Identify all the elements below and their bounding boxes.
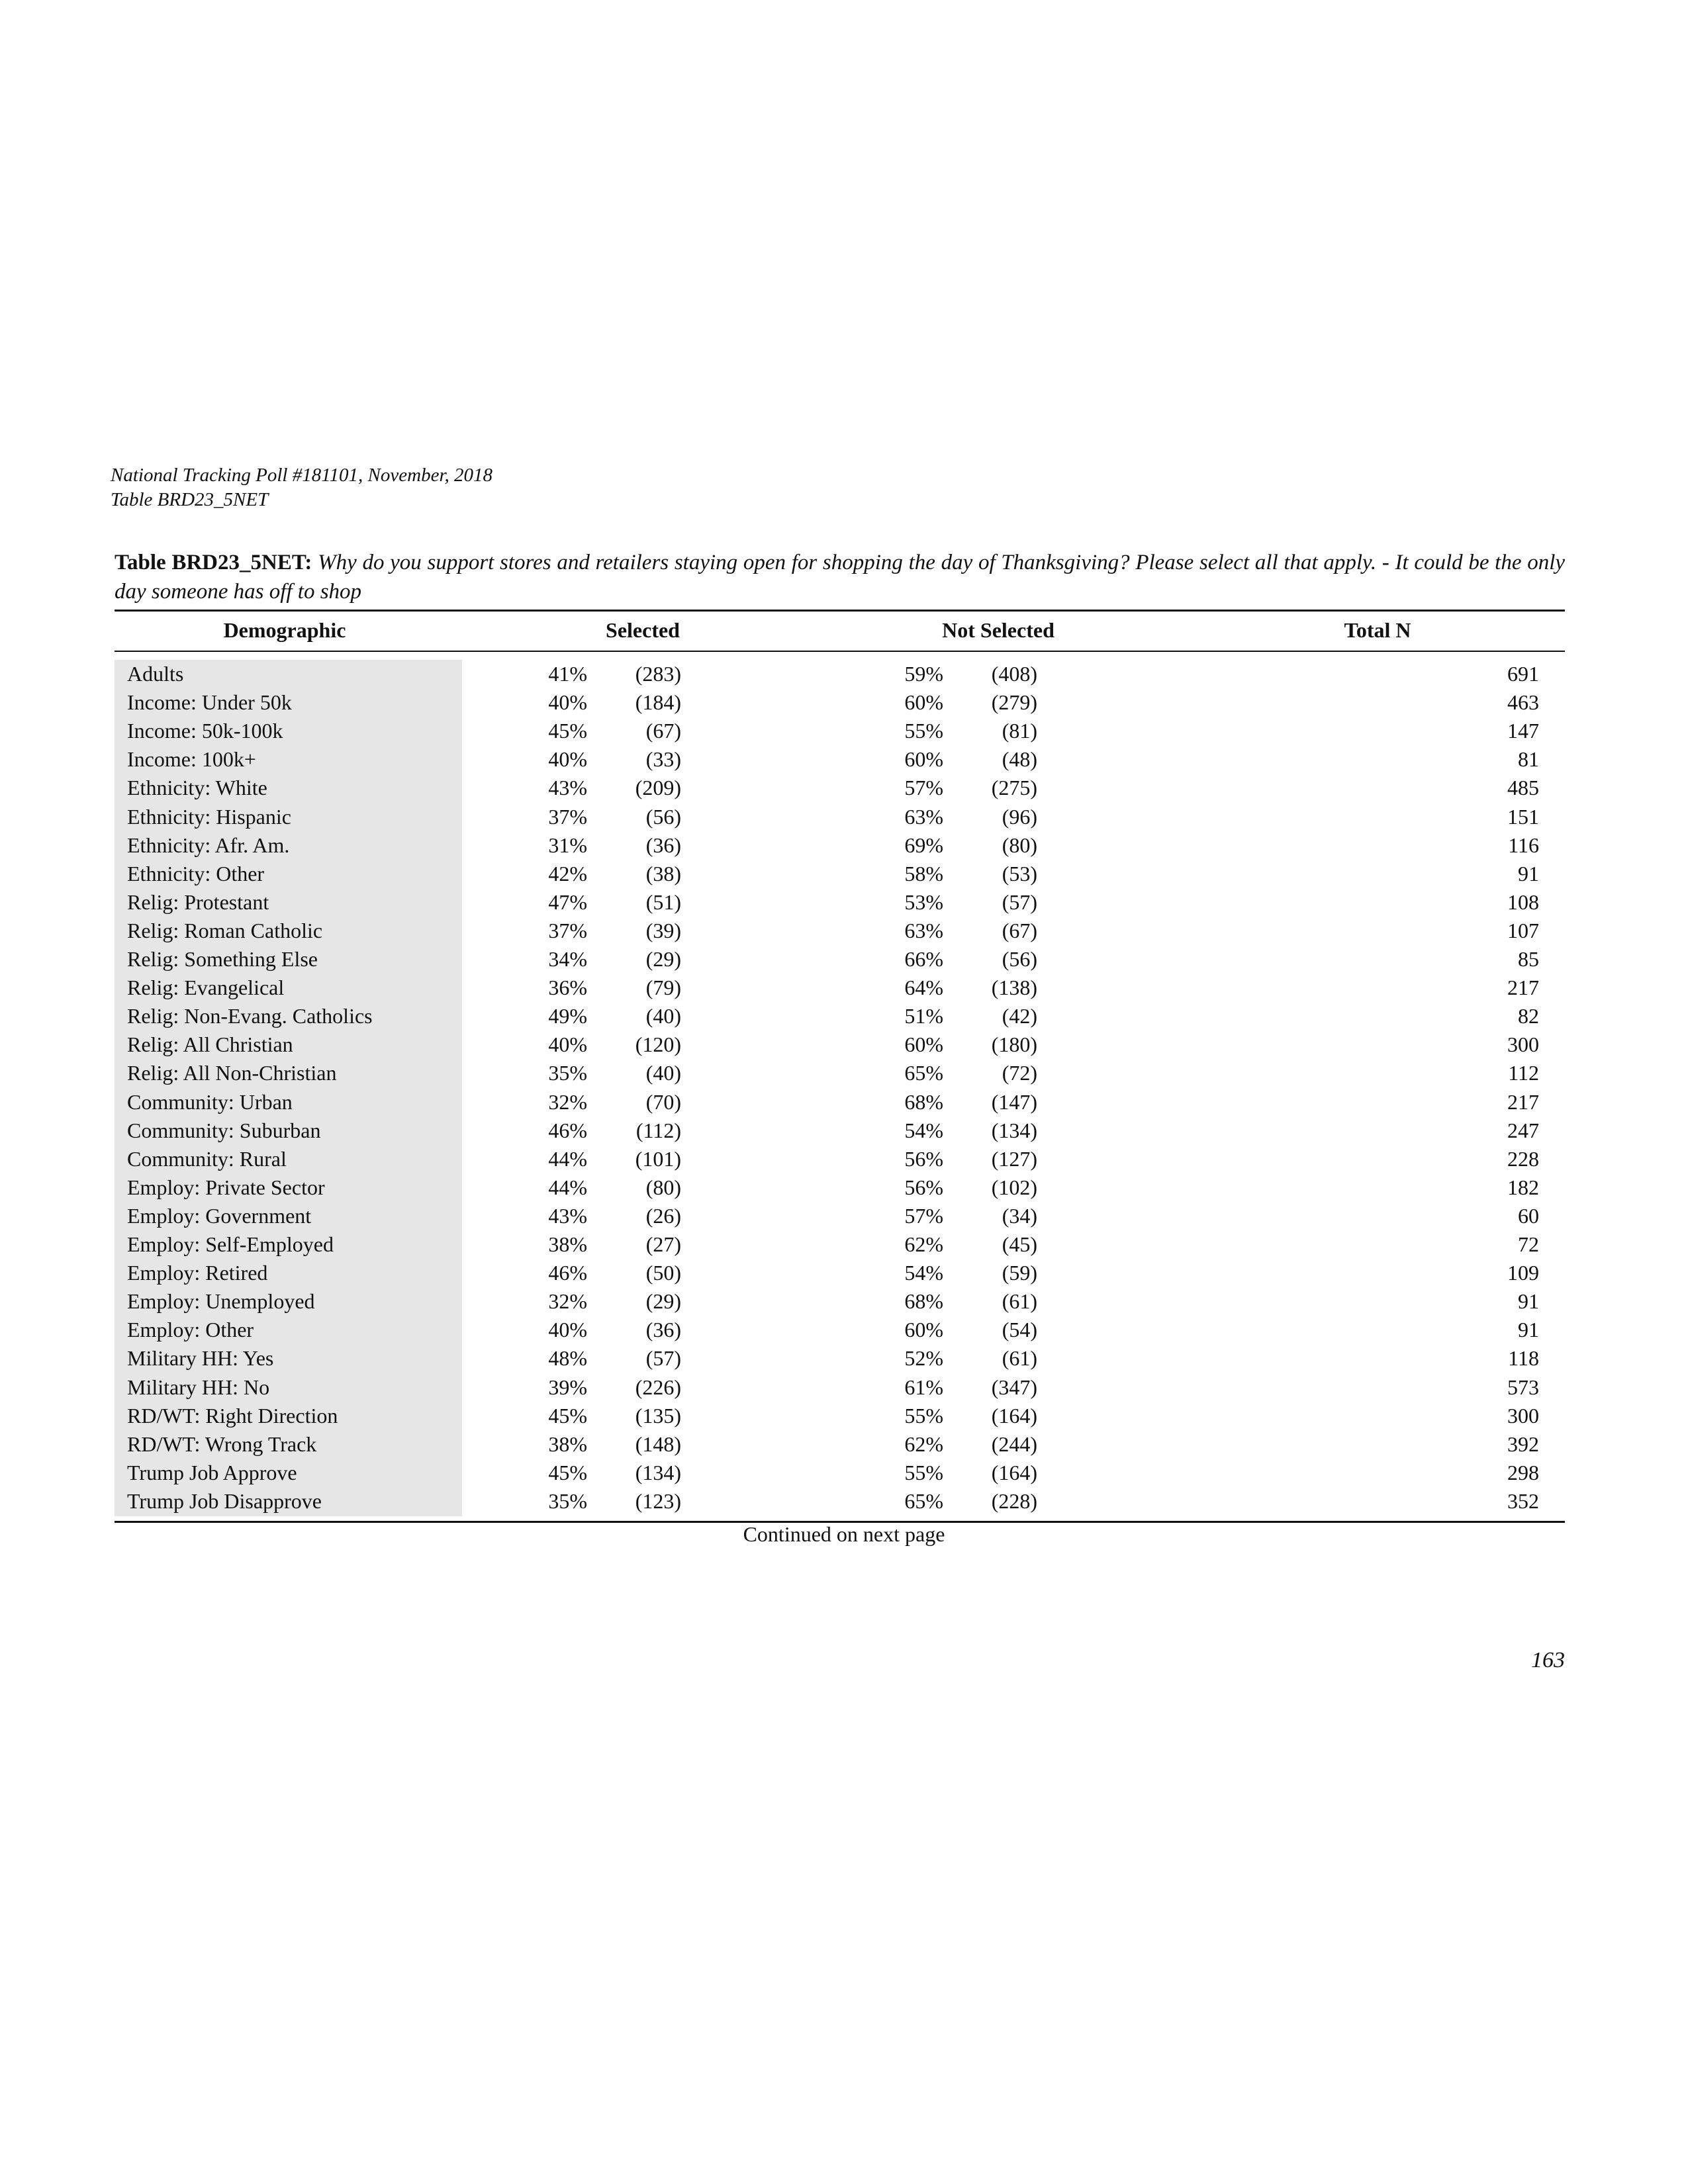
total-n: 352 xyxy=(1507,1488,1539,1513)
not-selected-percent: 61% xyxy=(904,1375,943,1399)
selected-count: (36) xyxy=(645,833,681,857)
total-n: 298 xyxy=(1507,1460,1539,1484)
selected-percent: 38% xyxy=(548,1432,587,1456)
table-row xyxy=(0,1402,1688,1430)
demographic-label: Employ: Retired xyxy=(127,1261,268,1285)
demographic-label: Relig: Protestant xyxy=(127,889,269,914)
not-selected-count: (57) xyxy=(1002,889,1037,914)
table-id-header: Table BRD23_5NET xyxy=(111,489,269,510)
selected-count: (36) xyxy=(645,1318,681,1342)
continued-note: Continued on next page xyxy=(743,1522,945,1546)
not-selected-count: (164) xyxy=(991,1403,1037,1428)
not-selected-percent: 62% xyxy=(904,1432,943,1456)
not-selected-count: (408) xyxy=(991,662,1037,686)
table-row xyxy=(0,974,1688,1002)
demographic-label: Ethnicity: Afr. Am. xyxy=(127,833,290,857)
not-selected-percent: 51% xyxy=(904,1004,943,1028)
total-n: 463 xyxy=(1507,690,1539,715)
not-selected-percent: 54% xyxy=(904,1118,943,1142)
table-row xyxy=(0,860,1688,888)
demographic-label: Relig: Something Else xyxy=(127,947,318,971)
table-title-label: Table BRD23_5NET: xyxy=(115,551,312,574)
demographic-label: Relig: Non-Evang. Catholics xyxy=(127,1004,373,1028)
not-selected-count: (45) xyxy=(1002,1232,1037,1256)
not-selected-percent: 63% xyxy=(904,804,943,829)
selected-count: (80) xyxy=(645,1175,681,1199)
total-n: 91 xyxy=(1518,1289,1539,1314)
not-selected-count: (180) xyxy=(991,1032,1037,1057)
not-selected-count: (48) xyxy=(1002,747,1037,772)
selected-percent: 38% xyxy=(548,1232,587,1256)
not-selected-percent: 52% xyxy=(904,1346,943,1371)
total-n: 300 xyxy=(1507,1403,1539,1428)
total-n: 112 xyxy=(1508,1061,1539,1085)
not-selected-count: (164) xyxy=(991,1460,1037,1484)
selected-percent: 48% xyxy=(548,1346,587,1371)
selected-percent: 32% xyxy=(548,1089,587,1114)
selected-percent: 41% xyxy=(548,662,587,686)
total-n: 108 xyxy=(1507,889,1539,914)
selected-percent: 35% xyxy=(548,1061,587,1085)
not-selected-percent: 60% xyxy=(904,1032,943,1057)
not-selected-count: (53) xyxy=(1002,861,1037,886)
column-header-not-selected: Not Selected xyxy=(942,618,1055,642)
not-selected-count: (61) xyxy=(1002,1289,1037,1314)
selected-count: (283) xyxy=(635,662,681,686)
table-row xyxy=(0,917,1688,945)
not-selected-percent: 65% xyxy=(904,1488,943,1513)
selected-percent: 40% xyxy=(548,1032,587,1057)
not-selected-percent: 55% xyxy=(904,719,943,743)
not-selected-percent: 69% xyxy=(904,833,943,857)
not-selected-percent: 57% xyxy=(904,1203,943,1228)
total-n: 118 xyxy=(1508,1346,1539,1371)
demographic-label: Relig: Roman Catholic xyxy=(127,918,323,942)
not-selected-count: (347) xyxy=(991,1375,1037,1399)
table-row xyxy=(0,1202,1688,1230)
selected-percent: 32% xyxy=(548,1289,587,1314)
not-selected-percent: 53% xyxy=(904,889,943,914)
selected-count: (29) xyxy=(645,947,681,971)
not-selected-count: (42) xyxy=(1002,1004,1037,1028)
selected-count: (112) xyxy=(635,1118,681,1142)
not-selected-percent: 63% xyxy=(904,918,943,942)
not-selected-count: (147) xyxy=(991,1089,1037,1114)
poll-header: National Tracking Poll #181101, November, 2018 xyxy=(111,465,493,486)
not-selected-percent: 68% xyxy=(904,1089,943,1114)
not-selected-percent: 54% xyxy=(904,1261,943,1285)
selected-percent: 49% xyxy=(548,1004,587,1028)
selected-count: (209) xyxy=(635,776,681,800)
table-row xyxy=(0,1487,1688,1516)
not-selected-percent: 58% xyxy=(904,861,943,886)
selected-count: (57) xyxy=(645,1346,681,1371)
table-title-question: Why do you support stores and retailers staying open for shopping the day of Thanksgiving? Please select all that apply. - It could be the only day someone has off to shop xyxy=(115,551,1566,604)
not-selected-count: (228) xyxy=(991,1488,1037,1513)
not-selected-percent: 60% xyxy=(904,690,943,715)
total-n: 217 xyxy=(1507,1089,1539,1114)
not-selected-percent: 57% xyxy=(904,776,943,800)
selected-count: (123) xyxy=(635,1488,681,1513)
total-n: 485 xyxy=(1507,776,1539,800)
selected-percent: 45% xyxy=(548,719,587,743)
selected-count: (50) xyxy=(645,1261,681,1285)
table-row xyxy=(0,1259,1688,1287)
selected-count: (120) xyxy=(635,1032,681,1057)
demographic-label: Trump Job Approve xyxy=(127,1460,297,1484)
not-selected-percent: 66% xyxy=(904,947,943,971)
table-row xyxy=(0,745,1688,774)
selected-percent: 46% xyxy=(548,1118,587,1142)
selected-count: (39) xyxy=(645,918,681,942)
not-selected-count: (34) xyxy=(1002,1203,1037,1228)
not-selected-count: (67) xyxy=(1002,918,1037,942)
selected-percent: 37% xyxy=(548,804,587,829)
not-selected-count: (134) xyxy=(991,1118,1037,1142)
total-n: 691 xyxy=(1507,662,1539,686)
column-header-selected: Selected xyxy=(606,618,680,642)
demographic-label: Employ: Private Sector xyxy=(127,1175,325,1199)
table-row xyxy=(0,803,1688,831)
not-selected-percent: 60% xyxy=(904,747,943,772)
not-selected-count: (81) xyxy=(1002,719,1037,743)
not-selected-count: (61) xyxy=(1002,1346,1037,1371)
total-n: 109 xyxy=(1507,1261,1539,1285)
not-selected-count: (138) xyxy=(991,976,1037,1000)
selected-count: (40) xyxy=(645,1061,681,1085)
demographic-label: Community: Rural xyxy=(127,1146,287,1171)
demographic-label: Employ: Self-Employed xyxy=(127,1232,334,1256)
table-row xyxy=(0,1316,1688,1344)
top-rule xyxy=(115,610,1565,612)
selected-percent: 44% xyxy=(548,1175,587,1199)
table-row xyxy=(0,831,1688,860)
selected-percent: 47% xyxy=(548,889,587,914)
table-row xyxy=(0,1230,1688,1259)
total-n: 392 xyxy=(1507,1432,1539,1456)
total-n: 217 xyxy=(1507,976,1539,1000)
demographic-label: Military HH: Yes xyxy=(127,1346,274,1371)
not-selected-percent: 60% xyxy=(904,1318,943,1342)
demographic-label: Ethnicity: White xyxy=(127,776,267,800)
table-row xyxy=(0,688,1688,717)
selected-count: (135) xyxy=(635,1403,681,1428)
column-header-demographic: Demographic xyxy=(223,618,346,642)
not-selected-percent: 55% xyxy=(904,1403,943,1428)
total-n: 85 xyxy=(1518,947,1539,971)
table-row xyxy=(0,717,1688,745)
not-selected-percent: 55% xyxy=(904,1460,943,1484)
not-selected-count: (127) xyxy=(991,1146,1037,1171)
not-selected-percent: 62% xyxy=(904,1232,943,1256)
selected-percent: 44% xyxy=(548,1146,587,1171)
demographic-label: Relig: Evangelical xyxy=(127,976,285,1000)
demographic-label: Adults xyxy=(127,662,184,686)
demographic-label: Employ: Government xyxy=(127,1203,312,1228)
table-row xyxy=(0,1287,1688,1316)
total-n: 116 xyxy=(1508,833,1539,857)
selected-percent: 34% xyxy=(548,947,587,971)
selected-percent: 40% xyxy=(548,1318,587,1342)
table-row xyxy=(0,1116,1688,1145)
selected-percent: 43% xyxy=(548,1203,587,1228)
selected-percent: 42% xyxy=(548,861,587,886)
total-n: 91 xyxy=(1518,1318,1539,1342)
not-selected-count: (279) xyxy=(991,690,1037,715)
total-n: 82 xyxy=(1518,1004,1539,1028)
not-selected-count: (54) xyxy=(1002,1318,1037,1342)
not-selected-count: (102) xyxy=(991,1175,1037,1199)
selected-percent: 37% xyxy=(548,918,587,942)
not-selected-percent: 56% xyxy=(904,1146,943,1171)
demographic-label: RD/WT: Wrong Track xyxy=(127,1432,317,1456)
total-n: 60 xyxy=(1518,1203,1539,1228)
selected-count: (148) xyxy=(635,1432,681,1456)
total-n: 247 xyxy=(1507,1118,1539,1142)
not-selected-percent: 65% xyxy=(904,1061,943,1085)
total-n: 91 xyxy=(1518,861,1539,886)
selected-count: (67) xyxy=(645,719,681,743)
not-selected-count: (244) xyxy=(991,1432,1037,1456)
selected-percent: 39% xyxy=(548,1375,587,1399)
table-row xyxy=(0,1002,1688,1030)
total-n: 151 xyxy=(1507,804,1539,829)
total-n: 300 xyxy=(1507,1032,1539,1057)
table-row xyxy=(0,1145,1688,1173)
not-selected-count: (72) xyxy=(1002,1061,1037,1085)
selected-percent: 46% xyxy=(548,1261,587,1285)
not-selected-count: (56) xyxy=(1002,947,1037,971)
not-selected-count: (96) xyxy=(1002,804,1037,829)
demographic-label: Community: Urban xyxy=(127,1089,293,1114)
selected-percent: 40% xyxy=(548,690,587,715)
selected-count: (79) xyxy=(645,976,681,1000)
selected-count: (29) xyxy=(645,1289,681,1314)
selected-count: (38) xyxy=(645,861,681,886)
selected-percent: 43% xyxy=(548,776,587,800)
demographic-label: RD/WT: Right Direction xyxy=(127,1403,338,1428)
selected-count: (51) xyxy=(645,889,681,914)
demographic-label: Military HH: No xyxy=(127,1375,270,1399)
demographic-label: Community: Suburban xyxy=(127,1118,321,1142)
demographic-label: Trump Job Disapprove xyxy=(127,1488,322,1513)
demographic-label: Employ: Other xyxy=(127,1318,254,1342)
selected-percent: 36% xyxy=(548,976,587,1000)
demographic-label: Relig: All Christian xyxy=(127,1032,293,1057)
not-selected-count: (275) xyxy=(991,776,1037,800)
selected-percent: 45% xyxy=(548,1460,587,1484)
selected-percent: 35% xyxy=(548,1488,587,1513)
selected-count: (184) xyxy=(635,690,681,715)
selected-percent: 40% xyxy=(548,747,587,772)
not-selected-percent: 68% xyxy=(904,1289,943,1314)
table-row xyxy=(0,1373,1688,1402)
selected-percent: 31% xyxy=(548,833,587,857)
not-selected-count: (59) xyxy=(1002,1261,1037,1285)
total-n: 228 xyxy=(1507,1146,1539,1171)
table-row xyxy=(0,774,1688,802)
selected-count: (134) xyxy=(635,1460,681,1484)
demographic-label: Employ: Unemployed xyxy=(127,1289,315,1314)
not-selected-percent: 64% xyxy=(904,976,943,1000)
selected-count: (70) xyxy=(645,1089,681,1114)
table-row xyxy=(0,945,1688,974)
total-n: 81 xyxy=(1518,747,1539,772)
table-row xyxy=(0,660,1688,688)
header-rule xyxy=(115,651,1565,652)
table-row xyxy=(0,1430,1688,1459)
table-row xyxy=(0,888,1688,917)
total-n: 72 xyxy=(1518,1232,1539,1256)
table-row xyxy=(0,1173,1688,1202)
selected-percent: 45% xyxy=(548,1403,587,1428)
total-n: 182 xyxy=(1507,1175,1539,1199)
table-row xyxy=(0,1030,1688,1059)
not-selected-count: (80) xyxy=(1002,833,1037,857)
table-row xyxy=(0,1088,1688,1116)
selected-count: (101) xyxy=(635,1146,681,1171)
selected-count: (226) xyxy=(635,1375,681,1399)
selected-count: (26) xyxy=(645,1203,681,1228)
selected-count: (27) xyxy=(645,1232,681,1256)
demographic-label: Ethnicity: Hispanic xyxy=(127,804,291,829)
demographic-label: Income: 50k-100k xyxy=(127,719,283,743)
total-n: 147 xyxy=(1507,719,1539,743)
table-title xyxy=(115,548,1565,606)
selected-count: (56) xyxy=(645,804,681,829)
total-n: 573 xyxy=(1507,1375,1539,1399)
not-selected-percent: 56% xyxy=(904,1175,943,1199)
demographic-label: Income: 100k+ xyxy=(127,747,256,772)
total-n: 107 xyxy=(1507,918,1539,942)
column-header-total-n: Total N xyxy=(1344,618,1411,642)
demographic-label: Income: Under 50k xyxy=(127,690,292,715)
demographic-label: Relig: All Non-Christian xyxy=(127,1061,337,1085)
not-selected-percent: 59% xyxy=(904,662,943,686)
demographic-label: Ethnicity: Other xyxy=(127,861,265,886)
selected-count: (33) xyxy=(645,747,681,772)
table-row xyxy=(0,1459,1688,1487)
table-row xyxy=(0,1059,1688,1087)
table-row xyxy=(0,1344,1688,1373)
page-number: 163 xyxy=(1531,1648,1565,1672)
selected-count: (40) xyxy=(645,1004,681,1028)
